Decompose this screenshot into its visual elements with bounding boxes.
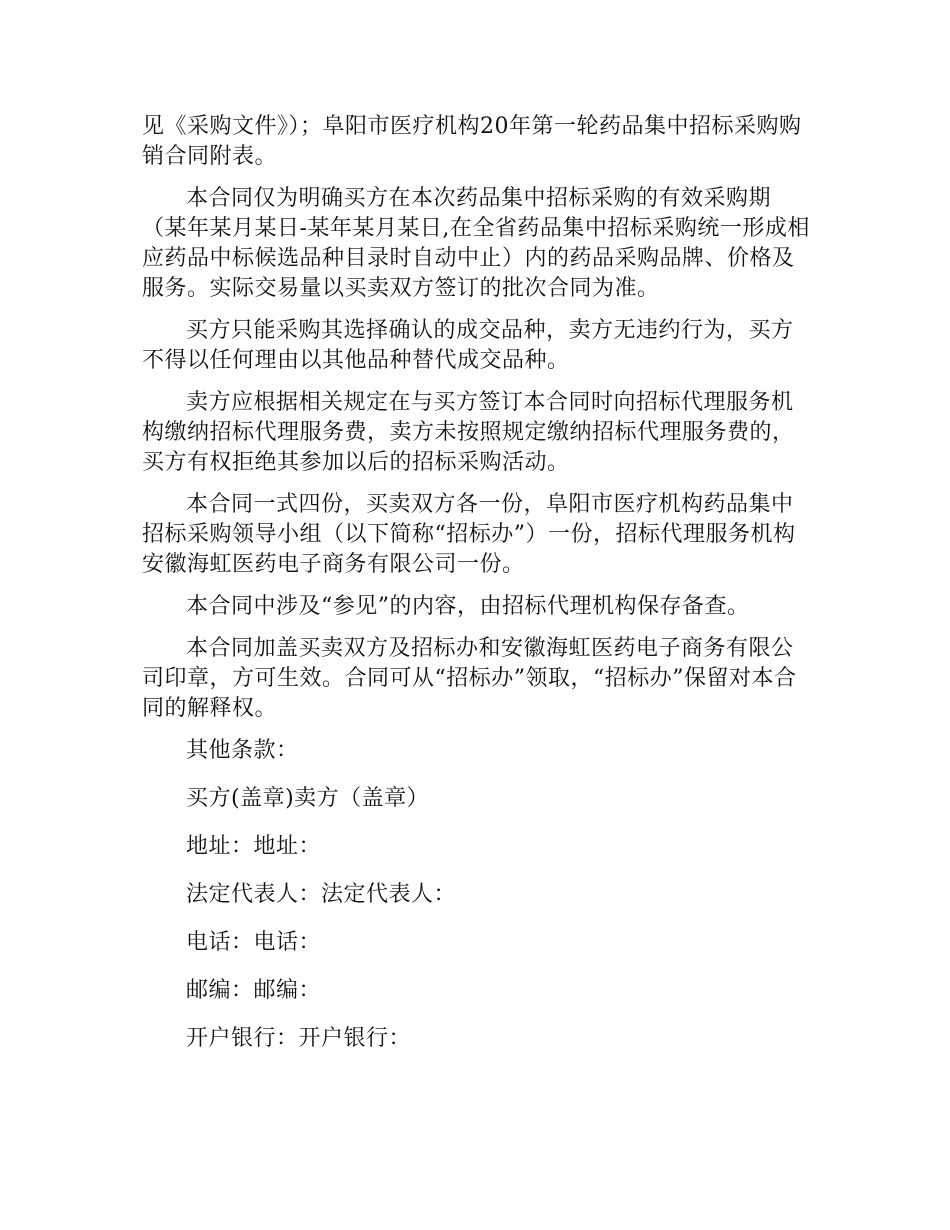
field-bank: 开户银行：开户银行： — [186, 1026, 412, 1051]
field-address: 地址：地址： — [186, 834, 322, 859]
paragraph-effectiveness: 本合同加盖买卖双方及招标办和安徽海虹医药电子商务有限公司印章，方可生效。合同可从“招标办”领取，“招标办”保留对本合同的解释权。 — [142, 636, 797, 721]
field-legal-representative: 法定代表人：法定代表人： — [186, 882, 457, 907]
paragraph-reference-storage: 本合同中涉及“参见”的内容，由招标代理机构保存备查。 — [186, 594, 750, 619]
field-postcode: 邮编：邮编： — [186, 978, 322, 1003]
paragraph-purchase-restriction: 买方只能采购其选择确认的成交品种，卖方无违约行为，买方不得以任何理由以其他品种替代成交品种。 — [142, 318, 794, 373]
paragraph-copies: 本合同一式四份，买卖双方各一份，阜阳市医疗机构药品集中招标采购领导小组（以下简称“招标办”）一份，招标代理服务机构安徽海虹医药电子商务有限公司一份。 — [142, 492, 796, 577]
paragraph-contract-scope: 本合同仅为明确买方在本次药品集中招标采购的有效采购期（某年某月某日-某年某月某日,在全省药品集中招标采购统一形成相应药品中标候选品种目录时自动中止）内的药品采购品牌、价格及服务。实际交易量以买卖双方签订的批次合同为准。 — [142, 186, 810, 301]
paragraph-service-fee: 卖方应根据相关规定在与买方签订本合同时向招标代理服务机构缴纳招标代理服务费，卖方未按照规定缴纳招标代理服务费的，买方有权拒绝其参加以后的招标采购活动。 — [142, 390, 795, 475]
document-page — [142, 112, 810, 1072]
field-phone: 电话：电话： — [186, 930, 322, 955]
field-seal: 买方(盖章)卖方（盖章） — [186, 786, 430, 811]
field-other-terms: 其他条款： — [186, 738, 299, 763]
paragraph-appendix-reference: 见《采购文件》）；阜阳市医疗机构20年第一轮药品集中招标采购购销合同附表。 — [142, 114, 802, 169]
